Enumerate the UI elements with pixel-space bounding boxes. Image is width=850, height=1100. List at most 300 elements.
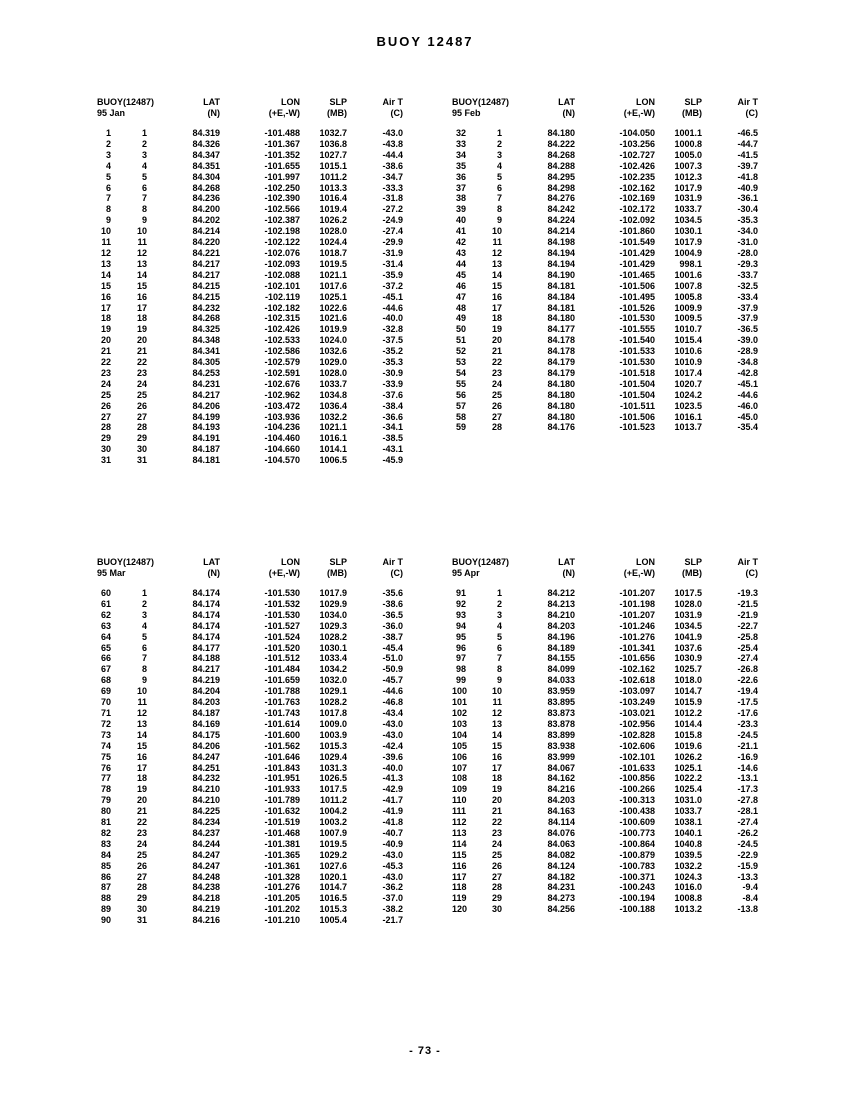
seq-cell: 71 [100,707,111,718]
lat-cell: 84.217 [192,258,220,269]
slp-cell: 1028.0 [319,367,347,378]
seq-cell: 2 [105,138,111,149]
table-row [452,773,759,784]
airt-cell: -38.7 [382,631,403,642]
seq-cell: 84 [100,849,111,860]
lat-cell: 84.244 [192,838,220,849]
table-month-label: 95 Jan [97,108,126,118]
table-row [452,335,759,346]
lon-cell: -101.429 [619,247,655,258]
lat-cell: 84.219 [192,675,220,686]
day-cell: 14 [491,269,502,280]
table-row [452,368,759,379]
col-lat-unit: (N) [207,568,220,578]
lon-cell: -101.530 [619,357,655,368]
lat-cell: 84.247 [192,860,220,871]
seq-cell: 82 [100,827,111,838]
slp-cell: 1032.2 [319,411,347,422]
col-slp-unit: (MB) [327,108,347,118]
lon-cell: -101.614 [264,718,300,729]
airt-cell: -40.7 [382,827,403,838]
airt-cell: -13.1 [737,773,758,784]
airt-cell: -50.9 [382,664,403,675]
slp-cell: 1030.1 [674,226,702,237]
table-row [97,664,404,675]
day-cell: 13 [491,718,502,729]
lat-cell: 84.341 [192,346,220,357]
lat-cell: 83.878 [547,718,575,729]
slp-cell: 1029.1 [319,686,347,697]
airt-cell: -31.4 [382,258,403,269]
slp-cell: 1034.8 [319,389,347,400]
day-cell: 22 [491,817,502,828]
table-row [97,226,404,237]
slp-cell: 1032.0 [319,675,347,686]
seq-cell: 34 [455,149,466,160]
table-row [452,708,759,719]
lat-cell: 84.182 [547,871,575,882]
slp-cell: 1029.0 [319,357,347,368]
airt-cell: -35.9 [382,269,403,280]
day-cell: 7 [496,193,502,204]
lon-cell: -101.600 [264,729,300,740]
airt-cell: -28.9 [737,346,758,357]
lon-cell: -101.207 [619,588,655,598]
lat-cell: 84.213 [547,598,575,609]
lat-cell: 84.174 [192,598,220,609]
airt-cell: -37.6 [382,389,403,400]
slp-cell: 1033.4 [319,653,347,664]
airt-cell: -31.9 [382,247,403,258]
airt-cell: -16.9 [737,751,758,762]
airt-cell: -29.3 [737,258,758,269]
table-body [452,588,759,915]
lat-cell: 84.232 [192,302,220,313]
airt-cell: -36.1 [737,193,758,204]
seq-cell: 94 [455,620,466,631]
airt-cell: -15.9 [737,860,758,871]
day-cell: 1 [141,128,147,138]
lat-cell: 83.999 [547,751,575,762]
lon-cell: -104.570 [264,455,300,466]
airt-cell: -43.4 [382,707,403,718]
lat-cell: 84.206 [192,400,220,411]
airt-cell: -39.7 [737,160,758,171]
slp-cell: 1009.9 [674,302,702,313]
seq-cell: 54 [455,367,466,378]
col-airt-unit: (C) [390,108,403,118]
lat-cell: 84.033 [547,675,575,686]
seq-cell: 107 [452,762,468,773]
col-airt-label: Air T [382,97,403,107]
day-cell: 1 [496,588,502,598]
lat-cell: 84.203 [547,620,575,631]
table-row [97,422,404,433]
lon-cell: -101.646 [264,751,300,762]
slp-cell: 1040.1 [674,827,702,838]
slp-cell: 1039.5 [674,849,702,860]
table-row [452,161,759,172]
slp-cell: 1015.3 [319,740,347,751]
day-cell: 1 [141,588,147,598]
col-lon-label: LON [281,557,300,567]
airt-cell: -33.9 [382,378,403,389]
seq-cell: 105 [452,740,468,751]
slp-cell: 1003.2 [319,817,347,828]
airt-cell: -35.3 [737,215,758,226]
day-cell: 21 [136,806,147,817]
table-row [97,806,404,817]
table-row [97,719,404,730]
seq-cell: 45 [455,269,466,280]
lat-cell: 84.325 [192,324,220,335]
day-cell: 30 [136,904,147,915]
lon-cell: -100.243 [619,882,655,893]
seq-cell: 64 [100,631,111,642]
lon-cell: -101.860 [619,226,655,237]
seq-cell: 95 [455,631,466,642]
day-cell: 6 [141,182,147,193]
seq-cell: 83 [100,838,111,849]
table-row [452,850,759,861]
lon-cell: -101.520 [264,642,300,653]
slp-cell: 1036.8 [319,138,347,149]
airt-cell: -22.9 [737,849,758,860]
lat-cell: 84.216 [192,915,220,926]
lat-cell: 84.253 [192,367,220,378]
lon-cell: -102.387 [264,215,300,226]
day-cell: 29 [136,893,147,904]
airt-cell: -42.9 [382,784,403,795]
airt-cell: -19.3 [737,588,758,598]
table-row [97,444,404,455]
col-lon-unit: (+E,-W) [623,568,655,578]
seq-cell: 89 [100,904,111,915]
day-cell: 1 [496,128,502,138]
lat-cell: 84.188 [192,653,220,664]
day-cell: 3 [496,609,502,620]
table-row [97,763,404,774]
lon-cell: -101.506 [619,411,655,422]
col-lat-label: LAT [558,557,575,567]
lon-cell: -100.438 [619,806,655,817]
airt-cell: -36.0 [382,620,403,631]
lon-cell: -102.093 [264,258,300,269]
airt-cell: -43.0 [382,729,403,740]
lon-cell: -101.562 [264,740,300,751]
airt-cell: -32.5 [737,280,758,291]
airt-cell: -45.7 [382,675,403,686]
lat-cell: 84.194 [547,258,575,269]
lon-cell: -101.468 [264,827,300,838]
day-cell: 27 [136,411,147,422]
airt-cell: -33.7 [737,269,758,280]
lon-cell: -102.172 [619,204,655,215]
airt-cell: -19.4 [737,686,758,697]
seq-cell: 25 [100,389,111,400]
day-cell: 9 [496,675,502,686]
slp-cell: 1017.5 [319,784,347,795]
day-cell: 9 [496,215,502,226]
seq-cell: 23 [100,367,111,378]
airt-cell: -42.8 [737,367,758,378]
seq-cell: 28 [100,422,111,433]
table-month-label: 95 Feb [452,108,481,118]
lon-cell: -101.763 [264,697,300,708]
day-cell: 26 [491,400,502,411]
day-cell: 4 [141,620,147,631]
lon-cell: -100.856 [619,773,655,784]
lat-cell: 84.178 [547,335,575,346]
day-cell: 20 [491,335,502,346]
seq-cell: 104 [452,729,468,740]
lat-cell: 83.873 [547,707,575,718]
day-cell: 25 [491,849,502,860]
seq-cell: 4 [105,160,111,171]
lat-cell: 84.219 [192,904,220,915]
lon-cell: -101.511 [619,400,655,411]
airt-cell: -37.5 [382,335,403,346]
seq-cell: 111 [452,806,467,817]
table-row [97,390,404,401]
slp-cell: 1015.4 [674,335,702,346]
table-row [452,664,759,675]
airt-cell: -41.8 [382,817,403,828]
lon-cell: -101.632 [264,806,300,817]
lat-cell: 84.305 [192,357,220,368]
col-airt-label: Air T [737,557,758,567]
day-cell: 28 [136,422,147,433]
seq-cell: 116 [452,860,467,871]
table-row [452,292,759,303]
lon-cell: -101.656 [619,653,655,664]
lon-cell: -101.504 [619,389,655,400]
table-row [97,741,404,752]
day-cell: 12 [491,707,502,718]
lat-cell: 84.174 [192,588,220,598]
airt-cell: -45.9 [382,455,403,466]
lon-cell: -101.527 [264,620,300,631]
airt-cell: -21.1 [737,740,758,751]
table-row [452,839,759,850]
slp-cell: 1009.5 [674,313,702,324]
col-airt-unit: (C) [745,108,758,118]
lat-cell: 84.199 [192,411,220,422]
lat-cell: 84.180 [547,400,575,411]
airt-cell: -13.3 [737,871,758,882]
table-row [97,237,404,248]
seq-cell: 88 [100,893,111,904]
slp-cell: 1029.3 [319,620,347,631]
slp-cell: 1016.1 [319,433,347,444]
lat-cell: 84.191 [192,433,220,444]
table-row [452,237,759,248]
lat-cell: 84.067 [547,762,575,773]
slp-cell: 1024.2 [674,389,702,400]
lat-cell: 84.268 [192,313,220,324]
lon-cell: -101.549 [619,237,655,248]
day-cell: 20 [136,335,147,346]
lat-cell: 84.179 [547,357,575,368]
lat-cell: 83.899 [547,729,575,740]
day-cell: 23 [491,827,502,838]
day-cell: 6 [496,182,502,193]
airt-cell: -37.9 [737,313,758,324]
slp-cell: 1034.5 [674,620,702,631]
col-slp-label: SLP [329,97,347,107]
lon-cell: -101.555 [619,324,655,335]
lon-cell: -102.235 [619,171,655,182]
slp-cell: 1034.0 [319,609,347,620]
lat-cell: 84.351 [192,160,220,171]
day-cell: 10 [491,226,502,237]
lon-cell: -102.591 [264,367,300,378]
col-slp-unit: (MB) [682,568,702,578]
slp-cell: 1028.0 [319,226,347,237]
lon-cell: -101.429 [619,258,655,269]
table-row [452,215,759,226]
slp-cell: 1030.9 [674,653,702,664]
slp-cell: 1032.6 [319,346,347,357]
day-cell: 12 [136,247,147,258]
lat-cell: 84.076 [547,827,575,838]
table-row [97,248,404,259]
day-cell: 24 [491,838,502,849]
table-95-jan [97,97,404,466]
lat-cell: 84.295 [547,171,575,182]
table-row [97,643,404,654]
lat-cell: 84.238 [192,882,220,893]
slp-cell: 1007.3 [674,160,702,171]
table-row [97,215,404,226]
lat-cell: 84.248 [192,871,220,882]
lon-cell: -102.122 [264,237,300,248]
table-row [97,281,404,292]
seq-cell: 96 [455,642,466,653]
table-row [452,806,759,817]
seq-cell: 56 [455,389,466,400]
seq-cell: 20 [100,335,111,346]
seq-cell: 33 [455,138,466,149]
slp-cell: 1029.4 [319,751,347,762]
lon-cell: -101.659 [264,675,300,686]
slp-cell: 1031.3 [319,762,347,773]
day-cell: 5 [496,631,502,642]
airt-cell: -40.0 [382,313,403,324]
day-cell: 18 [491,773,502,784]
table-row [452,828,759,839]
slp-cell: 1026.5 [319,773,347,784]
day-cell: 11 [137,697,147,708]
airt-cell: -46.8 [382,697,403,708]
airt-cell: -40.9 [382,838,403,849]
lat-cell: 84.225 [192,806,220,817]
lon-cell: -102.956 [619,718,655,729]
day-cell: 22 [136,817,147,828]
day-cell: 3 [496,149,502,160]
lon-cell: -102.092 [619,215,655,226]
lat-cell: 84.193 [192,422,220,433]
slp-cell: 1014.1 [319,444,347,455]
slp-cell: 1001.6 [674,269,702,280]
slp-cell: 1041.9 [674,631,702,642]
lat-cell: 84.114 [547,817,575,828]
airt-cell: -26.2 [737,827,758,838]
lon-cell: -101.533 [619,346,655,357]
table-row [452,412,759,423]
lat-cell: 84.217 [192,664,220,675]
slp-cell: 1016.0 [674,882,702,893]
airt-cell: -13.8 [737,904,758,915]
table-row [97,839,404,850]
airt-cell: -51.0 [382,653,403,664]
slp-cell: 1008.8 [674,893,702,904]
lat-cell: 84.190 [547,269,575,280]
table-row [452,763,759,774]
lat-cell: 84.242 [547,204,575,215]
lon-cell: -100.609 [619,817,655,828]
lat-cell: 84.347 [192,149,220,160]
seq-cell: 68 [100,675,111,686]
table-row [452,882,759,893]
table-row [97,599,404,610]
slp-cell: 1029.2 [319,849,347,860]
col-lat-unit: (N) [562,108,575,118]
lon-cell: -102.169 [619,193,655,204]
lat-cell: 83.895 [547,697,575,708]
lat-cell: 84.180 [547,411,575,422]
col-lat-label: LAT [203,557,220,567]
seq-cell: 91 [455,588,466,598]
lon-cell: -101.523 [619,422,655,433]
seq-cell: 81 [100,817,111,828]
slp-cell: 998.1 [679,258,702,269]
seq-cell: 61 [100,598,111,609]
seq-cell: 57 [455,400,466,411]
col-lon-unit: (+E,-W) [268,568,300,578]
lon-cell: -102.162 [619,182,655,193]
seq-cell: 43 [455,247,466,258]
day-cell: 16 [136,751,147,762]
slp-cell: 1016.5 [319,893,347,904]
seq-cell: 70 [100,697,111,708]
slp-cell: 1030.1 [319,642,347,653]
seq-cell: 76 [100,762,111,773]
lat-cell: 84.180 [547,389,575,400]
lon-cell: -102.586 [264,346,300,357]
lat-cell: 84.212 [547,588,575,598]
slp-cell: 1020.1 [319,871,347,882]
lat-cell: 84.179 [547,367,575,378]
table-row [452,741,759,752]
lat-cell: 84.268 [547,149,575,160]
airt-cell: -31.0 [737,237,758,248]
table-row [97,861,404,872]
table-row [452,357,759,368]
day-cell: 24 [491,378,502,389]
lon-cell: -102.076 [264,247,300,258]
seq-cell: 101 [452,697,468,708]
seq-cell: 52 [455,346,466,357]
airt-cell: -34.1 [382,422,403,433]
lat-cell: 84.174 [192,631,220,642]
airt-cell: -32.8 [382,324,403,335]
lat-cell: 84.099 [547,664,575,675]
seq-cell: 106 [452,751,468,762]
seq-cell: 32 [455,128,466,138]
table-row [452,610,759,621]
seq-cell: 36 [455,171,466,182]
